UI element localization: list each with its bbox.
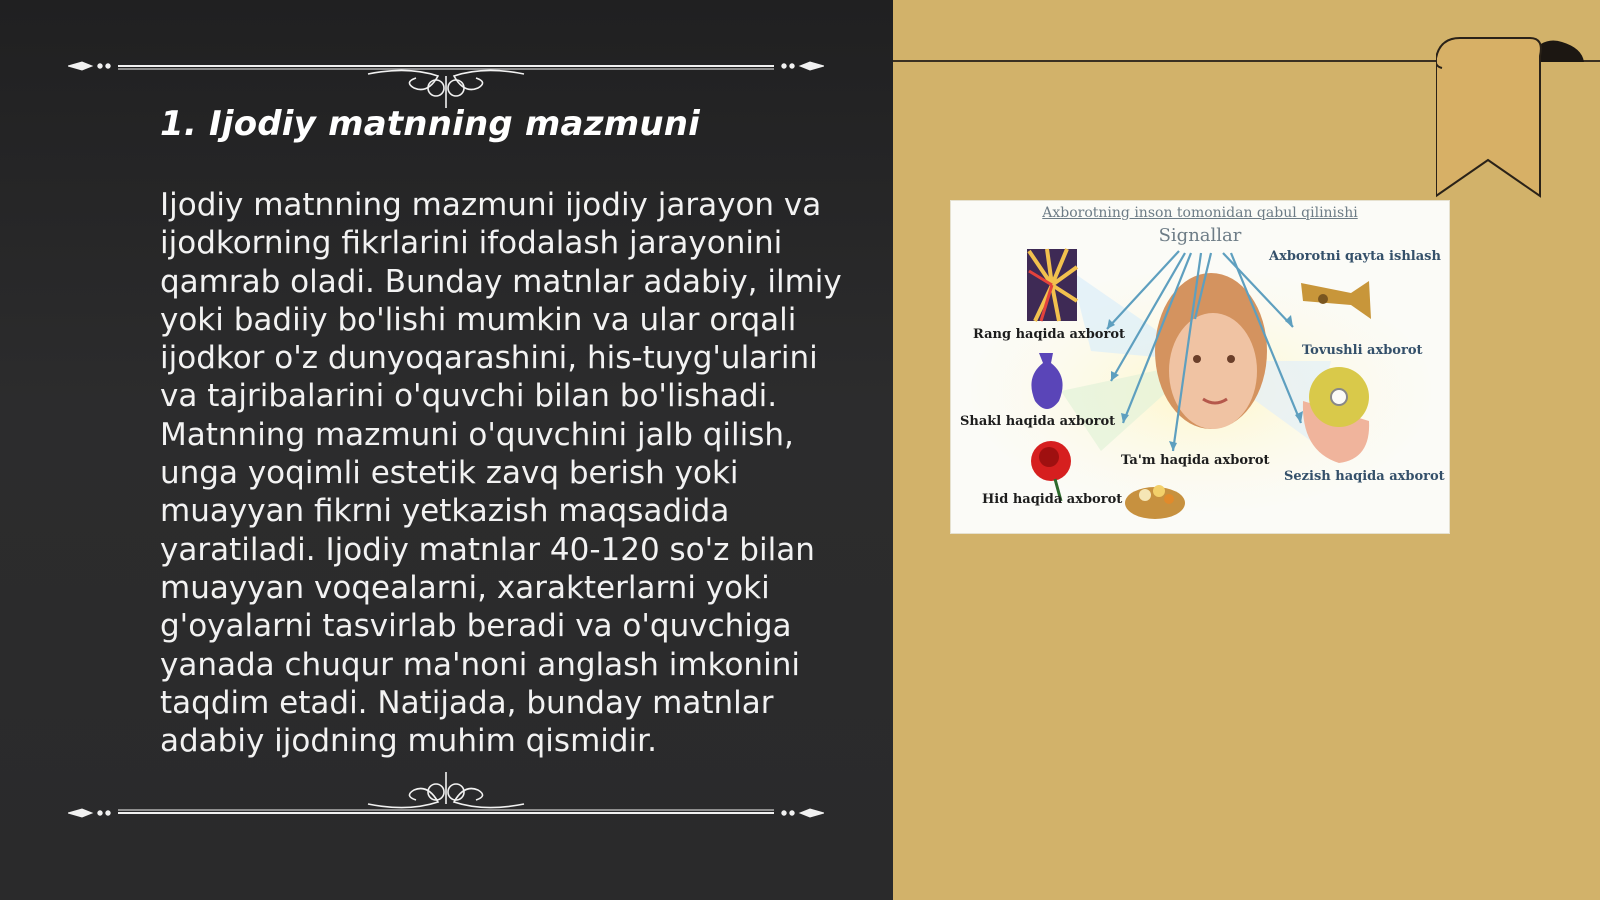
child-face-icon	[1155, 273, 1267, 429]
slide-title: 1. Ijodiy matnning mazmuni	[160, 104, 700, 144]
slide-body-text: Ijodiy matnning mazmuni ijodiy jarayon va ijodkorning fikrlarini ifodalash jarayonini qamrab oladi. Bunday matnlar adabiy, ilmiy yoki badiiy bo'lishi mumkin va ular orqali ijodkor o'z dunyoqarashini, his-tuyg'ularini va tajribalarini o'quvchi bilan bo'lishadi. Matnning mazmuni o'quvchini jalb qilish, unga yoqimli estetik zavq berish yoki muayyan fikrni yetkazish maqsadida yaratiladi. Ijodiy matnlar 40-120 so'z bilan muayyan voqealarni, xarakterlarni yoki g'oyalarni tasvirlab beradi va o'quvchiga yanada chuqur ma'noni anglash imkonini taqdim etadi. Natijada, bunday matnlar adabiy ijodning muhim qismidir.	[160, 187, 842, 760]
label-tam: Ta'm haqida axborot	[1121, 453, 1270, 468]
ornament-divider-top-icon	[68, 48, 824, 108]
label-hid: Hid haqida axborot	[982, 492, 1123, 507]
color-prism-icon	[1027, 249, 1077, 321]
bookmark-ribbon-icon	[1436, 36, 1586, 200]
label-shakl: Shakl haqida axborot	[960, 414, 1116, 429]
label-tovush: Tovushli axborot	[1302, 343, 1423, 358]
label-sezish: Sezish haqida axborot	[1284, 469, 1445, 484]
diagram-subtitle: Signallar	[1158, 225, 1242, 246]
ornament-divider-bottom-icon	[68, 772, 824, 832]
label-qayta-ishlash: Axborotni qayta ishlash	[1269, 249, 1441, 264]
signals-diagram	[950, 200, 1450, 534]
diagram-title: Axborotning inson tomonidan qabul qilinishi	[1042, 205, 1358, 221]
label-rang: Rang haqida axborot	[973, 327, 1125, 342]
